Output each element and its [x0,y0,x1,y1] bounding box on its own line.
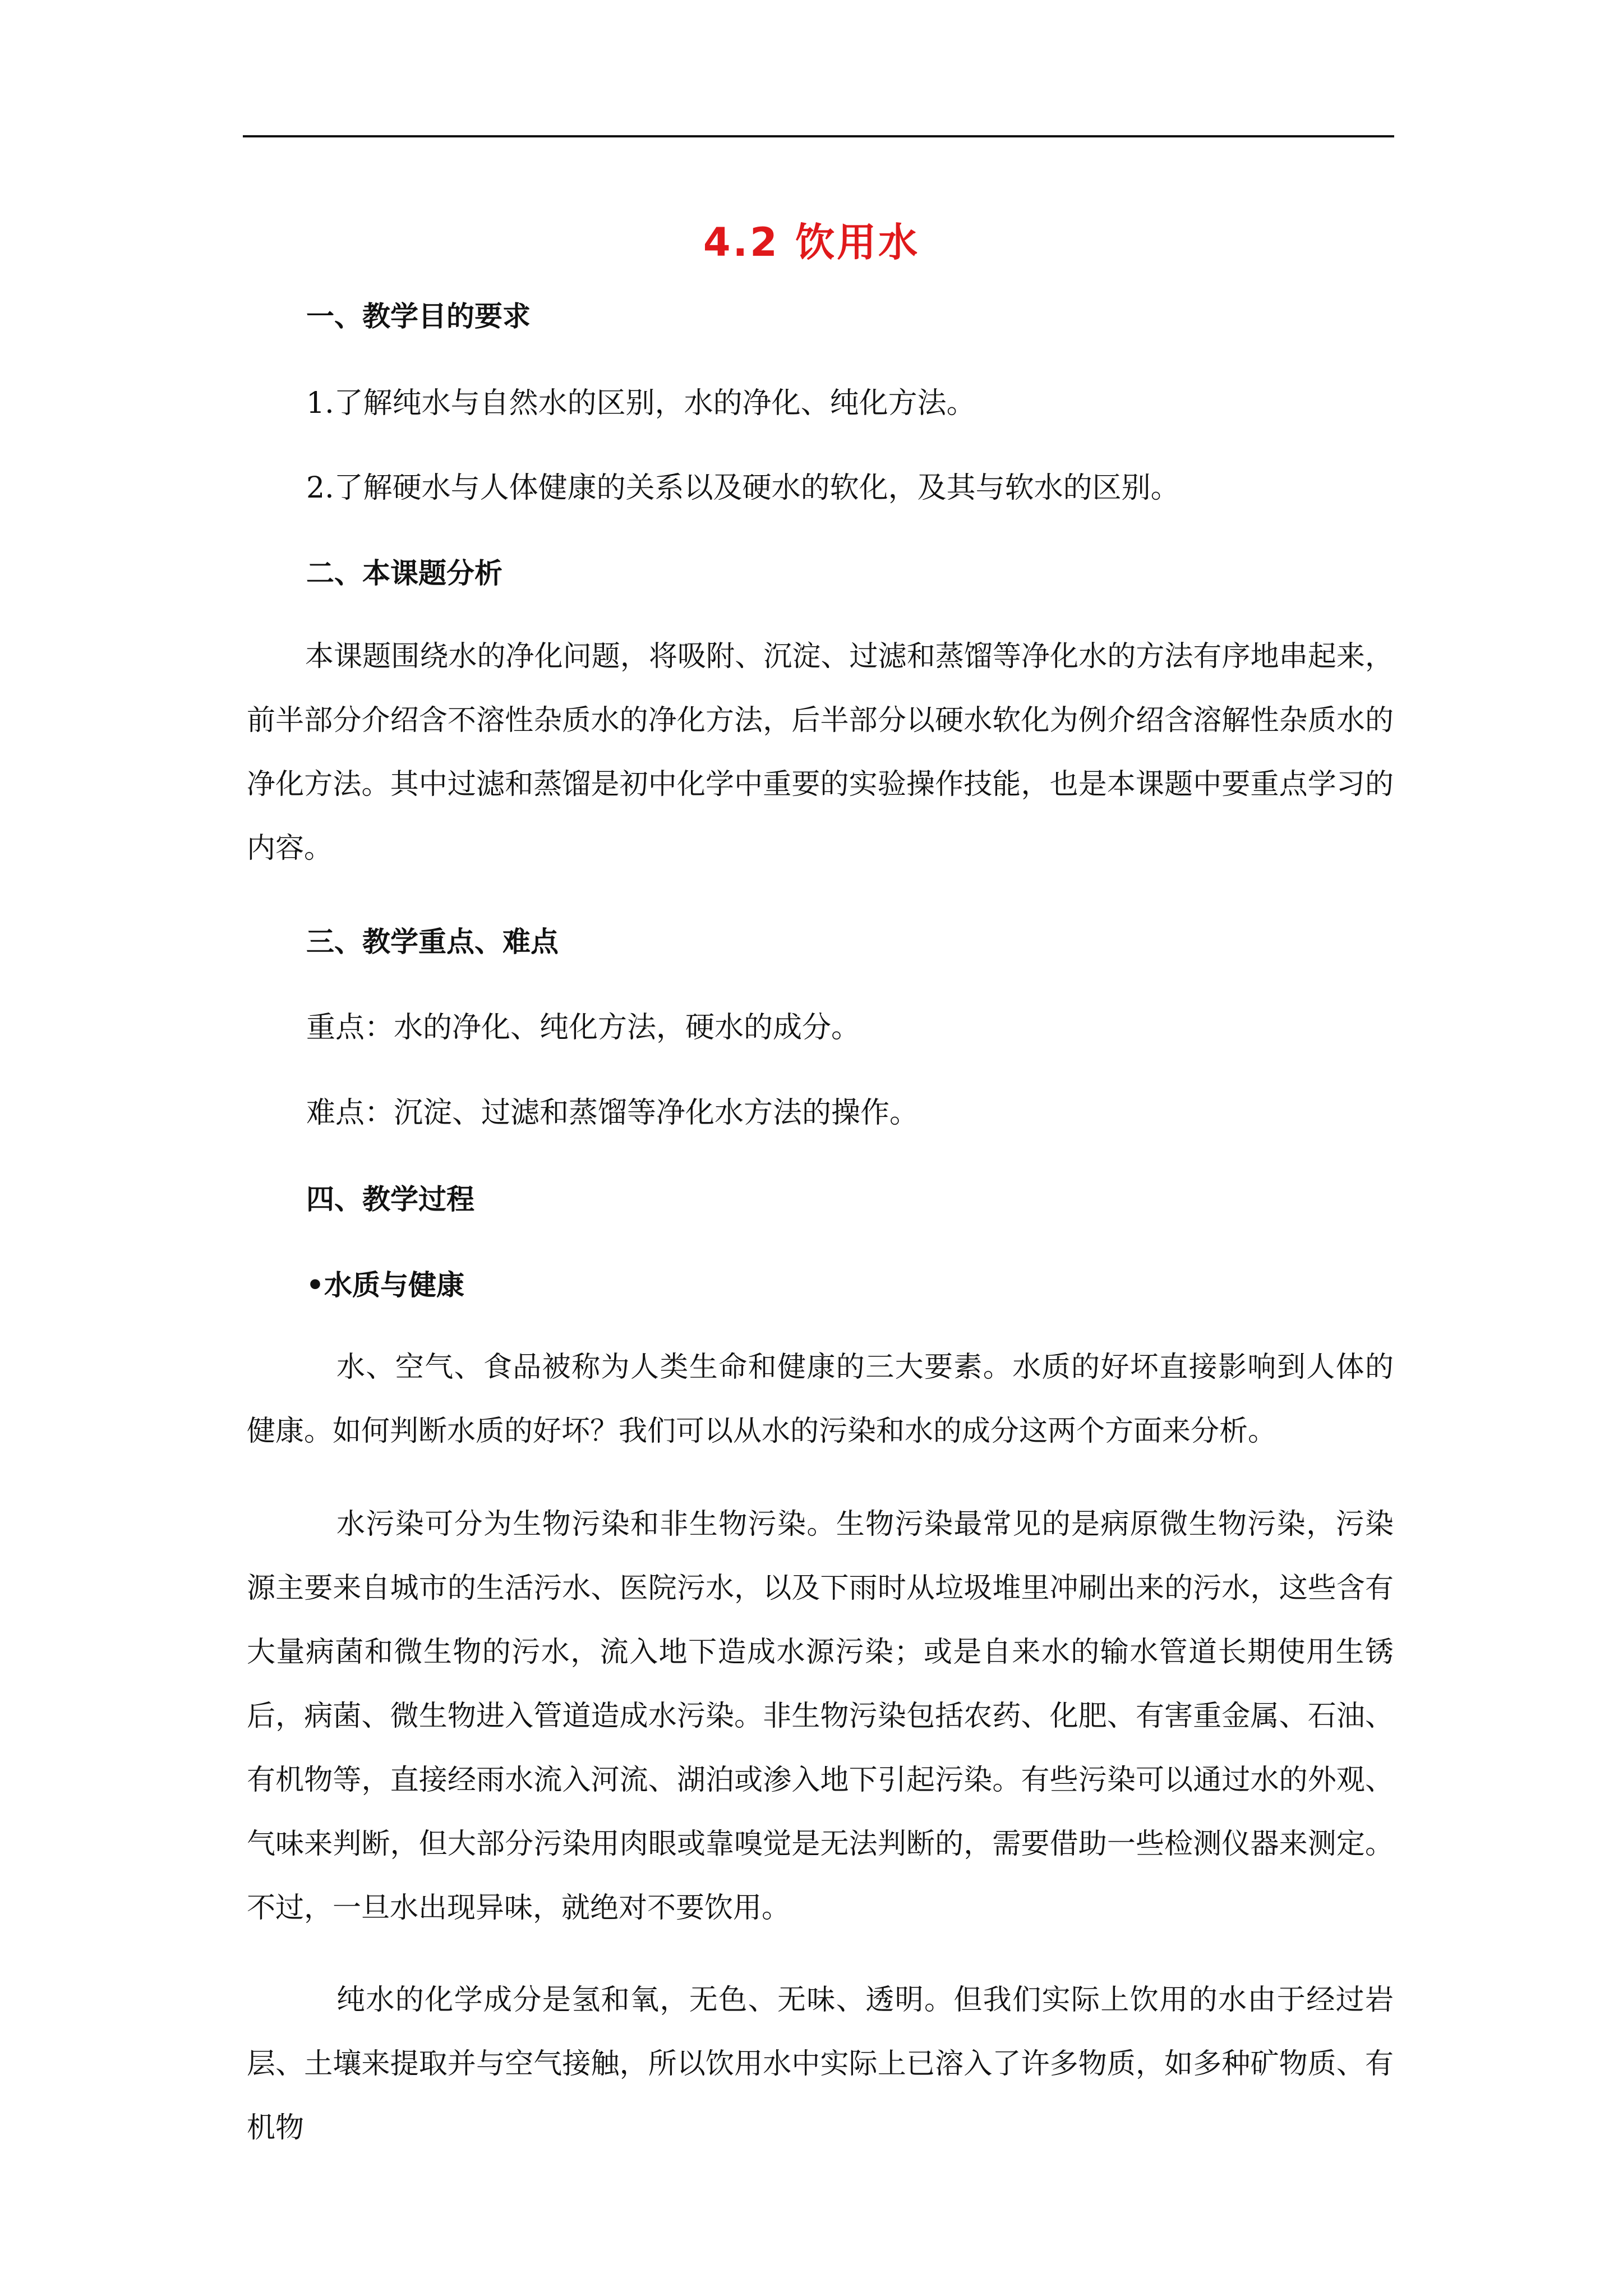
header-rule [243,135,1394,137]
objective-item-1: 1.了解纯水与自然水的区别，水的净化、纯化方法。 [306,386,976,420]
section-heading-analysis: 二、本课题分析 [306,557,502,590]
process-paragraph-2: 水污染可分为生物污染和非生物污染。生物污染最常见的是病原微生物污染，污染源主要来自城市的生活污水、医院污水，以及下雨时从垃圾堆里冲刷出来的污水，这些含有大量病菌和微生物的污水，流入地下造成水源污染；或是自来水的输水管道长期使用生锈后，病菌、微生物进入管道造成水污染。非生物污染包括农药、化肥、有害重金属、石油、有机物等，直接经雨水流入河流、湖泊或渗入地下引起污染。有些污染可以通过水的外观、气味来判断，但大部分污染用肉眼或靠嗅觉是无法判断的，需要借助一些检测仪器来测定。不过，一旦水出现异味，就绝对不要饮用。 [247,1508,1394,1925]
process-paragraph-3: 纯水的化学成分是氢和氧，无色、无味、透明。但我们实际上饮用的水由于经过岩层、土壤来提取并与空气接触，所以饮用水中实际上已溶入了许多物质，如多种矿物质、有机物 [247,1984,1394,2145]
subsection-heading-water-health: •水质与健康 [306,1269,464,1301]
section-heading-objectives: 一、教学目的要求 [306,300,531,333]
process-paragraph-1: 水、空气、食品被称为人类生命和健康的三大要素。水质的好坏直接影响到人体的健康。如何判断水质的好坏？我们可以从水的污染和水的成分这两个方面来分析。 [247,1351,1394,1448]
page-title: 4.2 饮用水 [703,219,920,265]
objective-item-2: 2.了解硬水与人体健康的关系以及硬水的软化，及其与软水的区别。 [306,471,1180,505]
analysis-paragraph: 本课题围绕水的净化问题，将吸附、沉淀、过滤和蒸馏等净化水的方法有序地串起来，前半部分介绍含不溶性杂质水的净化方法，后半部分以硬水软化为例介绍含溶解性杂质水的净化方法。其中过滤和蒸馏是初中化学中重要的实验操作技能，也是本课题中要重点学习的内容。 [247,640,1394,865]
section-heading-key-points: 三、教学重点、难点 [306,926,559,958]
key-point-text: 重点：水的净化、纯化方法，硬水的成分。 [306,1011,861,1045]
section-heading-process: 四、教学过程 [306,1183,474,1216]
difficult-point-text: 难点：沉淀、过滤和蒸馏等净化水方法的操作。 [306,1096,919,1130]
